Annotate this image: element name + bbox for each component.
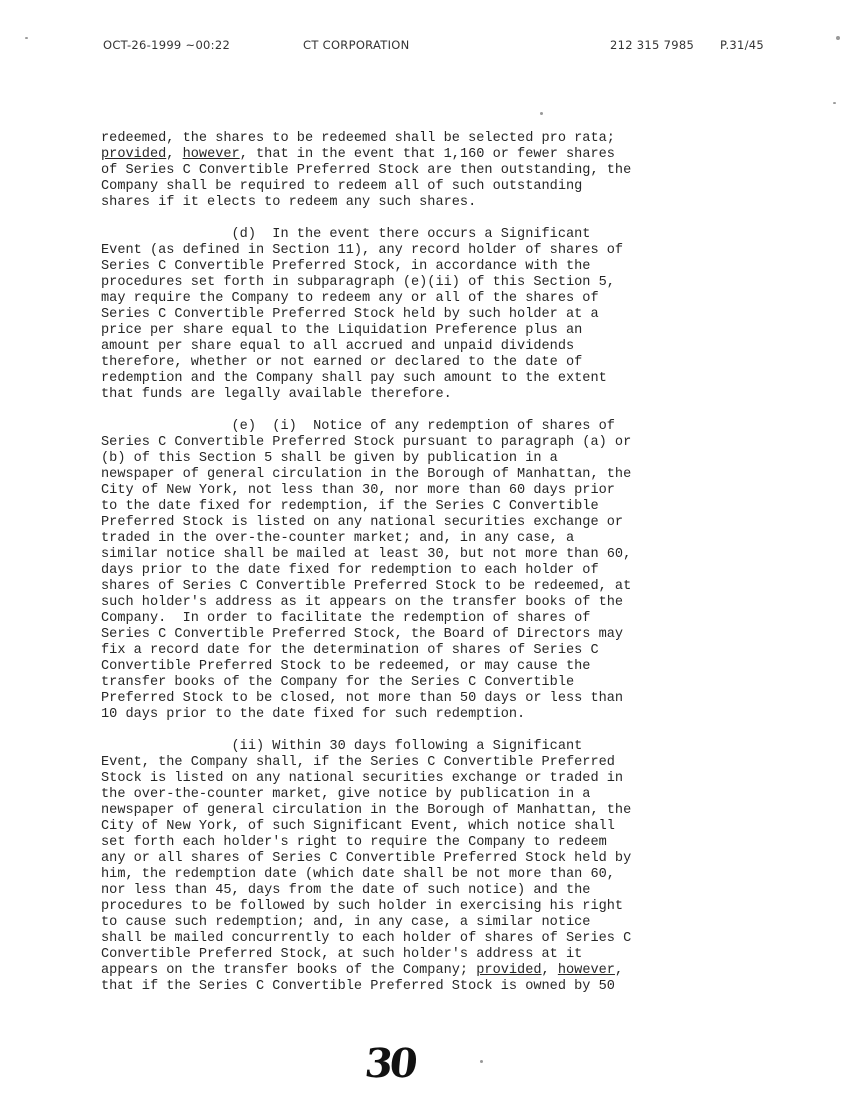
text-line: (b) of this Section 5 shall be given by publication in a — [101, 451, 558, 466]
document-body — [101, 131, 831, 995]
text-line: shares if it elects to redeem any such shares. — [101, 195, 477, 210]
text-line: procedures set forth in subparagraph (e)(ii) of this Section 5, — [101, 275, 615, 290]
text-line: price per share equal to the Liquidation Preference plus an — [101, 323, 583, 338]
text-line: shall be mailed concurrently to each holder of shares of Series C — [101, 931, 632, 946]
text-line: similar notice shall be mailed at least 30, but not more than 60, — [101, 547, 632, 562]
fax-company: CT CORPORATION — [303, 38, 410, 52]
text-line: may require the Company to redeem any or all of the shares of — [101, 291, 599, 306]
fax-phone: 212 315 7985 — [610, 38, 695, 52]
text-line: Series C Convertible Preferred Stock held by such holder at a — [101, 307, 599, 322]
text-line: shares of Series C Convertible Preferred Stock to be redeemed, at — [101, 579, 632, 594]
text-line: Series C Convertible Preferred Stock pursuant to paragraph (a) or — [101, 435, 632, 450]
scan-speck — [836, 36, 840, 40]
scan-speck — [480, 1060, 483, 1063]
text-line: procedures to be followed by such holder in exercising his right — [101, 899, 624, 914]
text-line: the over-the-counter market, give notice by publication in a — [101, 787, 591, 802]
text-line: transfer books of the Company for the Series C Convertible — [101, 675, 575, 690]
underlined-term: provided — [476, 963, 542, 978]
text-line: days prior to the date fixed for redemption to each holder of — [101, 563, 599, 578]
fax-page-indicator: P.31/45 — [720, 38, 765, 52]
paragraph-e-ii-significant-event-notice — [101, 739, 831, 995]
text-line: any or all shares of Series C Convertible Preferred Stock held by — [101, 851, 632, 866]
text-fragment: , — [541, 963, 558, 978]
fax-header — [0, 38, 849, 56]
underlined-term: provided — [101, 147, 167, 162]
text-line: Series C Convertible Preferred Stock, in accordance with the — [101, 259, 591, 274]
scan-speck — [25, 37, 28, 39]
text-line: Event, the Company shall, if the Series C Convertible Preferred — [101, 755, 615, 770]
text-line: Event (as defined in Section 11), any record holder of shares of — [101, 243, 624, 258]
text-line: redeemed, the shares to be redeemed shall be selected pro rata; — [101, 131, 615, 146]
text-fragment: appears on the transfer books of the Company; — [101, 963, 477, 978]
paragraph-d-significant-event — [101, 227, 831, 403]
text-line: him, the redemption date (which date shall be not more than 60, — [101, 867, 615, 882]
text-line: Company. In order to facilitate the redemption of shares of — [101, 611, 591, 626]
text-fragment: , — [166, 147, 183, 162]
text-line: (ii) Within 30 days following a Significant — [101, 739, 583, 754]
text-line: redemption and the Company shall pay such amount to the extent — [101, 371, 607, 386]
underlined-term: however — [557, 963, 615, 978]
text-line: that if the Series C Convertible Preferred Stock is owned by 50 — [101, 979, 615, 994]
text-line: of Series C Convertible Preferred Stock are then outstanding, the — [101, 163, 632, 178]
scan-speck — [540, 112, 543, 115]
text-line: Convertible Preferred Stock to be redeemed, or may cause the — [101, 659, 591, 674]
page-number: 30 — [362, 1040, 418, 1087]
text-line: that funds are legally available therefore. — [101, 387, 452, 402]
text-line: Convertible Preferred Stock, at such holder's address at it — [101, 947, 583, 962]
text-line: traded in the over-the-counter market; and, in any case, a — [101, 531, 575, 546]
text-line: set forth each holder's right to require the Company to redeem — [101, 835, 607, 850]
text-line: City of New York, not less than 30, nor more than 60 days prior — [101, 483, 615, 498]
text-line: newspaper of general circulation in the Borough of Manhattan, the — [101, 467, 632, 482]
text-line: therefore, whether or not earned or declared to the date of — [101, 355, 583, 370]
text-line: (e) (i) Notice of any redemption of shares of — [101, 419, 615, 434]
text-line: (d) In the event there occurs a Significant — [101, 227, 591, 242]
paragraph-redemption-pro-rata — [101, 131, 831, 211]
fax-date-time: OCT-26-1999 ~00:22 — [103, 38, 231, 52]
text-line: Preferred Stock to be closed, not more than 50 days or less than — [101, 691, 624, 706]
text-line: amount per share equal to all accrued and unpaid dividends — [101, 339, 575, 354]
text-line — [101, 963, 831, 979]
underlined-term: however — [182, 147, 240, 162]
text-line: Company shall be required to redeem all of such outstanding — [101, 179, 583, 194]
scan-speck — [833, 102, 836, 104]
text-line: Preferred Stock is listed on any national securities exchange or — [101, 515, 624, 530]
text-line: to the date fixed for redemption, if the Series C Convertible — [101, 499, 599, 514]
text-line: Series C Convertible Preferred Stock, the Board of Directors may — [101, 627, 624, 642]
text-line: such holder's address as it appears on the transfer books of the — [101, 595, 624, 610]
text-line: to cause such redemption; and, in any case, a similar notice — [101, 915, 591, 930]
text-line — [101, 147, 831, 163]
text-line: fix a record date for the determination of shares of Series C — [101, 643, 599, 658]
text-line: newspaper of general circulation in the Borough of Manhattan, the — [101, 803, 632, 818]
text-line: nor less than 45, days from the date of such notice) and the — [101, 883, 591, 898]
text-line: 10 days prior to the date fixed for such redemption. — [101, 707, 526, 722]
paragraph-e-i-notice — [101, 419, 831, 723]
text-fragment: , that in the event that 1,160 or fewer shares — [239, 147, 615, 162]
text-fragment: , — [614, 963, 624, 978]
text-line: City of New York, of such Significant Event, which notice shall — [101, 819, 615, 834]
text-line: Stock is listed on any national securities exchange or traded in — [101, 771, 624, 786]
